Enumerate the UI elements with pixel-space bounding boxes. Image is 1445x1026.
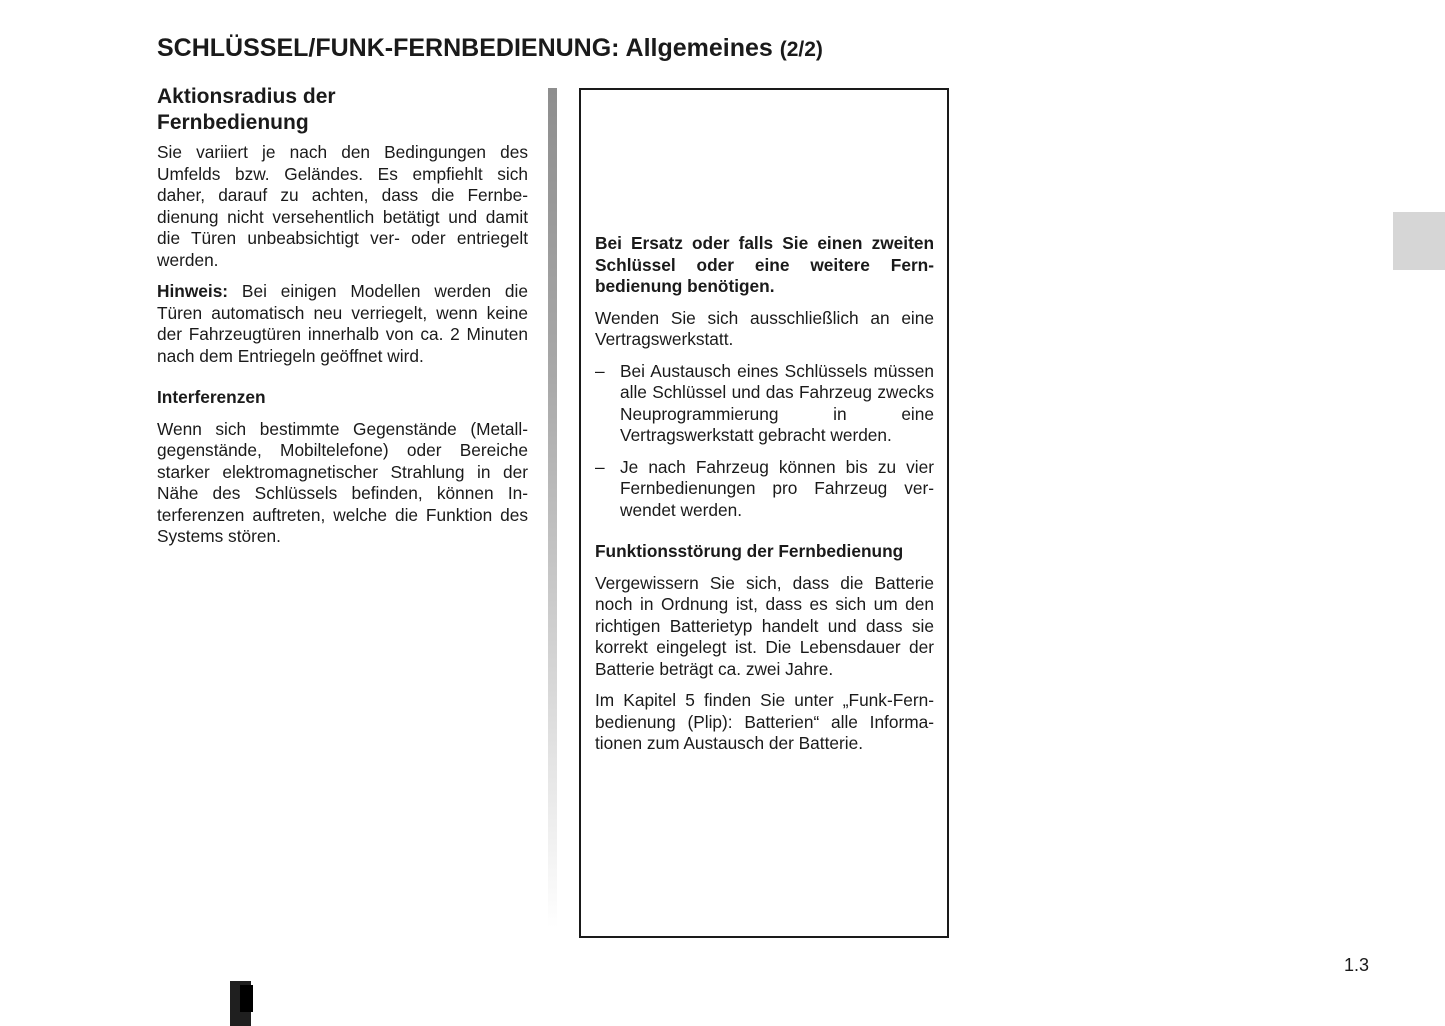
info-box-content	[595, 233, 934, 765]
crop-mark-inner	[240, 985, 253, 1012]
section-heading-line: Fernbedienung	[157, 111, 309, 134]
section-heading-range	[157, 84, 528, 136]
range-paragraph: Sie variiert je nach den Bedingungen des Umfelds bzw. Geländes. Es empfiehlt sich daher, darauf zu achten, dass die Fernbedienung nicht versehentlich betätigt und damit die Türen unbeabsichtigt ver- oder entriegelt werden.	[157, 142, 528, 270]
section-heading-line: Aktionsradius der	[157, 85, 336, 108]
dash-bullet-icon: –	[595, 456, 605, 477]
note-label: Hinweis:	[157, 281, 229, 301]
list-item-text: Bei Austausch eines Schlüssels müssen alle Schlüssel und das Fahrzeug zwecks Neuprogrammierung in eine Vertragswerkstatt gebracht werden.	[620, 360, 934, 445]
crop-mark	[230, 981, 251, 1026]
list-item-text: Je nach Fahrzeug können bis zu vier Fernbedienungen pro Fahrzeug verwendet werden.	[620, 456, 934, 520]
left-column	[157, 84, 528, 558]
note-text: Bei einigen Modellen werden die Türen automatisch neu verriegelt, wenn keine der Fahrzeugtüren innerhalb von ca. 2 Minuten nach dem Entriegeln geöffnet wird.	[157, 281, 528, 366]
section-heading-interference: Interferenzen	[157, 387, 266, 407]
page-number: 1.3	[1344, 955, 1370, 975]
info-box-paragraph: Wenden Sie sich ausschließlich an eine Vertragswerkstatt.	[595, 307, 934, 349]
dash-bullet-icon: –	[595, 360, 605, 381]
page-title-text: SCHLÜSSEL/FUNK-FERNBEDIENUNG: Allgemeines	[157, 34, 773, 62]
page-title	[157, 34, 823, 63]
malfunction-paragraph: Vergewissern Sie sich, dass die Batterie noch in Ordnung ist, dass es sich um den richtigen Batterietyp handelt und dass sie korrekt eingelegt ist. Die Lebensdauer der Batterie beträgt ca. zwei Jahre.	[595, 572, 934, 679]
info-box-lead: Bei Ersatz oder falls Sie einen zweiten Schlüssel oder eine weitere Fernbedienung benötigen.	[595, 233, 934, 296]
note-paragraph	[157, 281, 528, 367]
list-item	[595, 457, 934, 522]
malfunction-heading: Funktionsstörung der Fernbedienung	[595, 541, 904, 561]
chapter-side-tab	[1393, 212, 1445, 270]
interference-paragraph: Wenn sich bestimmte Gegenstände (Metallgegenstände, Mobiltelefone) oder Bereiche starker elektromagnetischer Strahlung in der Nähe des Schlüssels befinden, können Interferenzen auftreten, welche die Funktion des Systems stören.	[157, 418, 528, 546]
info-box	[579, 88, 949, 938]
reference-paragraph: Im Kapitel 5 finden Sie unter „Funk-Fernbedienung (Plip): Batterien“ alle Informationen zum Austausch der Batterie.	[595, 690, 934, 753]
list-item	[595, 361, 934, 447]
page-title-suffix: (2/2)	[779, 38, 823, 61]
column-divider-bar	[548, 88, 557, 928]
